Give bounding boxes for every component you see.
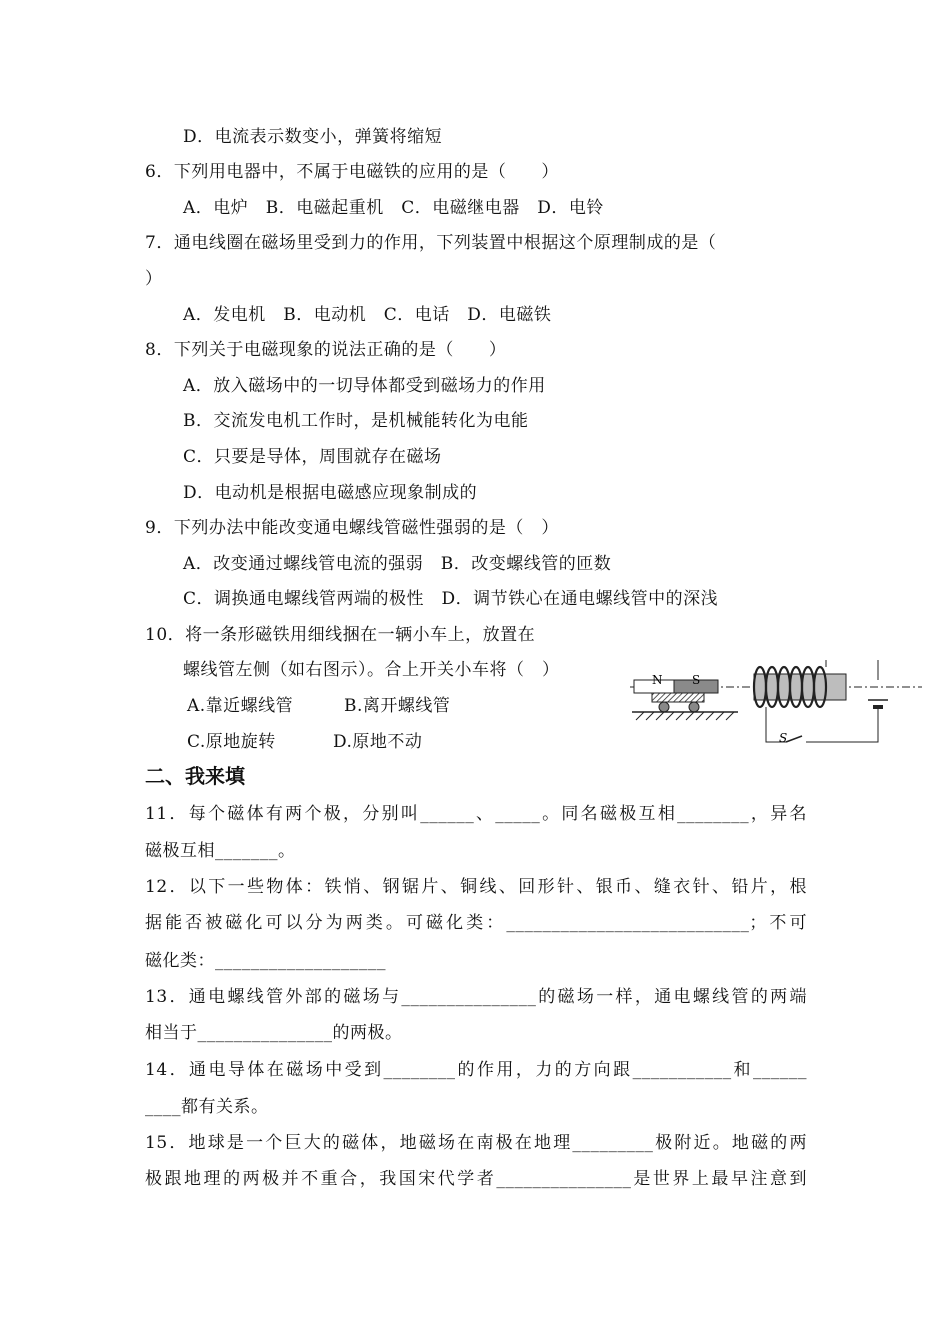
right-wire: [806, 708, 878, 742]
q14-line2: ____都有关系。: [145, 1097, 269, 1117]
q8-stem: 8．下列关于电磁现象的说法正确的是（ ）: [145, 340, 507, 360]
q7-stem-line1: 7．通电线圈在磁场里受到力的作用，下列装置中根据这个原理制成的是（: [145, 233, 717, 253]
switch-lever: [786, 736, 802, 742]
q9-options-cd: C．调换通电螺线管两端的极性 D．调节铁心在通电螺线管中的深浅: [183, 589, 719, 609]
q7-options: A．发电机 B．电动机 C．电话 D．电磁铁: [183, 305, 552, 325]
q6-stem: 6．下列用电器中，不属于电磁铁的应用的是（ ）: [145, 162, 559, 182]
magnet-n-label: N: [652, 673, 663, 687]
q9-options-ab: A．改变通过螺线管电流的强弱 B．改变螺线管的匝数: [183, 554, 612, 574]
magnet-s-label: S: [692, 673, 701, 687]
cart-wheel-left: [659, 702, 669, 712]
q12-line3: 磁化类：___________________: [145, 951, 386, 971]
q13-line2: 相当于_______________的两极。: [145, 1023, 403, 1043]
q12-line1: 12．以下一些物体：铁悄、钢锯片、铜线、回形针、银币、缝衣针、铅片，根: [145, 877, 807, 897]
q8-option-c: C．只要是导体，周围就存在磁场: [183, 447, 442, 467]
q15-line1: 15．地球是一个巨大的磁体，地磁场在南极在地理_________极附近。地磁的两: [145, 1133, 807, 1153]
q10-stem-line2: 螺线管左侧（如右图示）。合上开关小车将（ ）: [183, 660, 560, 680]
q13-line1: 13．通电螺线管外部的磁场与_______________的磁场一样，通电螺线管的两端: [145, 987, 807, 1007]
ground-hatching: [636, 712, 734, 720]
q8-option-a: A．放入磁场中的一切导体都受到磁场力的作用: [183, 376, 546, 396]
cart-wheel-right: [689, 702, 699, 712]
cart-body: [652, 693, 704, 702]
q10-option-d: D.原地不动: [333, 732, 423, 752]
q15-line2: 极跟地理的两极并不重合，我国宋代学者_______________是世界上最早注意到: [145, 1169, 807, 1189]
q12-line2: 据能否被磁化可以分为两类。可磁化类：___________________________；不可: [145, 913, 807, 933]
q10-option-b: B.离开螺线管: [344, 696, 451, 716]
solenoid-core: [754, 674, 846, 700]
q10-stem-line1: 10．将一条形磁铁用细线捆在一辆小车上，放置在: [145, 625, 536, 645]
q10-option-c: C.原地旋转: [187, 732, 276, 752]
q9-stem: 9．下列办法中能改变通电螺线管磁性强弱的是（ ）: [145, 518, 559, 538]
section-2-title: 二、我来填: [145, 764, 245, 788]
switch-label: S: [779, 731, 788, 745]
q8-option-b: B．交流发电机工作时，是机械能转化为电能: [183, 411, 529, 431]
q7-stem-line2: ）: [145, 269, 163, 289]
q6-options: A．电炉 B．电磁起重机 C．电磁继电器 D．电铃: [183, 198, 604, 218]
q8-option-d: D．电动机是根据电磁感应现象制成的: [183, 483, 478, 503]
q10-option-a: A.靠近螺线管: [187, 696, 294, 716]
q5-option-d: D．电流表示数变小，弹簧将缩短: [183, 127, 443, 147]
q14-line1: 14．通电导体在磁场中受到________的作用，力的方向跟___________和______: [145, 1060, 807, 1080]
q11-line2: 磁极互相_______。: [145, 841, 296, 861]
solenoid-cart-figure: [630, 660, 922, 752]
q11-line1: 11．每个磁体有两个极，分别叫______、_____。同名磁极互相________，异名: [145, 804, 807, 824]
